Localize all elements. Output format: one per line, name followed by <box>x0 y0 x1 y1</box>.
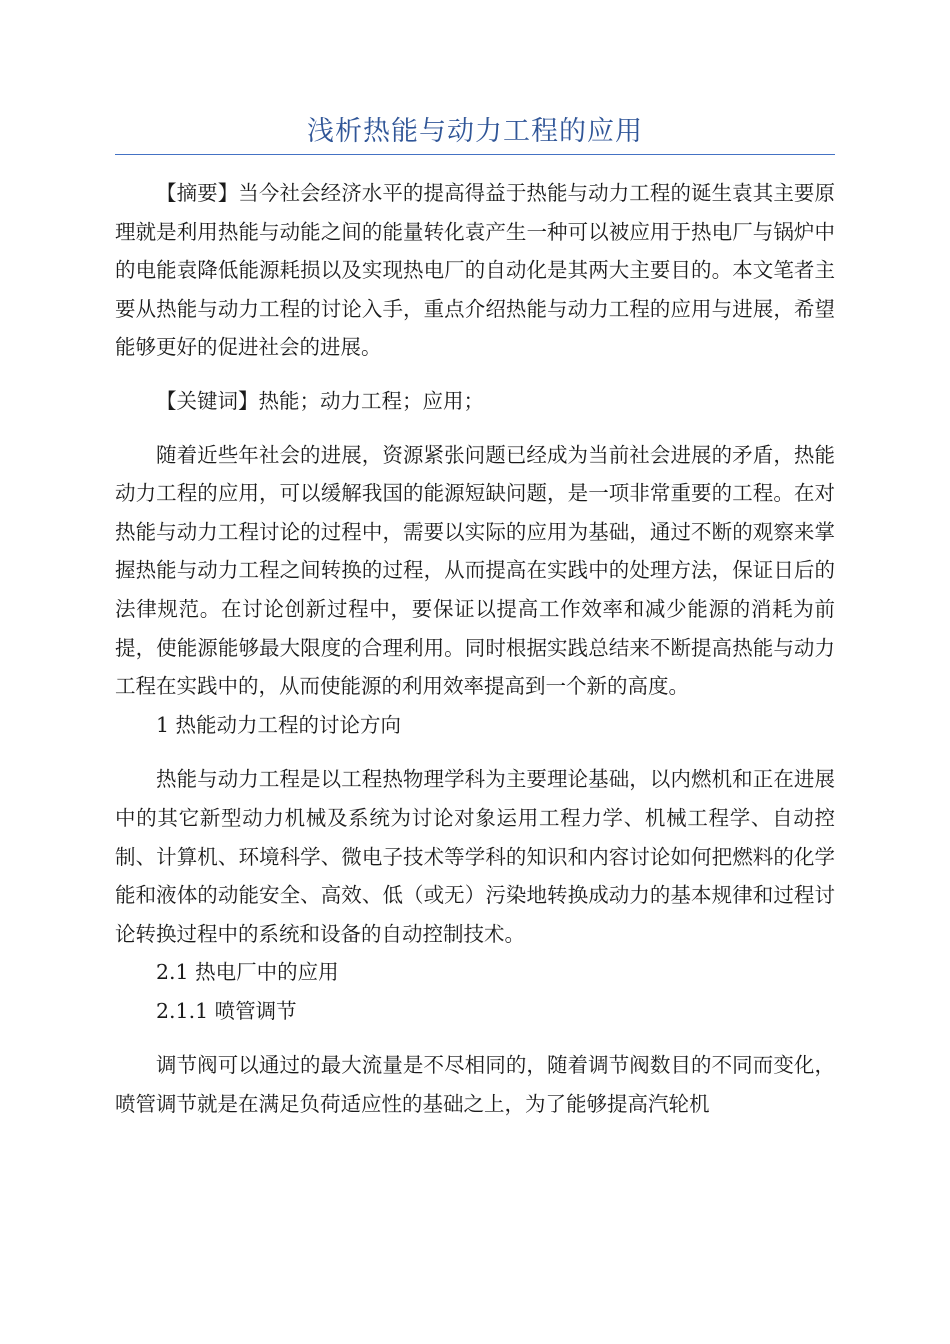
section-1-paragraph: 热能与动力工程是以工程热物理学科为主要理论基础，以内燃机和正在进展中的其它新型动力机械及系统为讨论对象运用工程力学、机械工程学、自动控制、计算机、环境科学、微电子技术等学科的知识和内容讨论如何把燃料的化学能和液体的动能安全、高效、低（或无）污染地转换成动力的基本规律和过程讨论转换过程中的系统和设备的自动控制技术。 <box>115 767 835 946</box>
keywords-paragraph: 【关键词】热能；动力工程；应用； <box>156 388 484 413</box>
document-body <box>115 174 835 1124</box>
section-2-1-heading: 2.1 热电厂中的应用 <box>156 960 339 985</box>
title-underline <box>115 154 835 155</box>
abstract-paragraph: 【摘要】当今社会经济水平的提高得益于热能与动力工程的诞生袁其主要原理就是利用热能与动能之间的能量转化袁产生一种可以被应用于热电厂与锅炉中的电能袁降低能源耗损以及实现热电厂的自动化是其两大主要目的。本文笔者主要从热能与动力工程的讨论入手，重点介绍热能与动力工程的应用与进展，希望能够更好的促进社会的进展。 <box>115 181 835 360</box>
section-2-1-1-heading: 2.1.1 喷管调节 <box>156 998 297 1023</box>
document-title: 浅析热能与动力工程的应用 <box>307 116 643 147</box>
intro-paragraph: 随着近些年社会的进展，资源紧张问题已经成为当前社会进展的矛盾，热能动力工程的应用，可以缓解我国的能源短缺问题，是一项非常重要的工程。在对热能与动力工程讨论的过程中，需要以实际的应用为基础，通过不断的观察来掌握热能与动力工程之间转换的过程，从而提高在实践中的处理方法，保证日后的法律规范。在讨论创新过程中，要保证以提高工作效率和减少能源的消耗为前提，使能源能够最大限度的合理利用。同时根据实践总结来不断提高热能与动力工程在实践中的，从而使能源的利用效率提高到一个新的高度。 <box>115 442 835 699</box>
section-2-1-1-paragraph: 调节阀可以通过的最大流量是不尽相同的，随着调节阀数目的不同而变化，喷管调节就是在满足负荷适应性的基础之上，为了能够提高汽轮机 <box>115 1053 835 1117</box>
section-1-heading: 1 热能动力工程的讨论方向 <box>156 712 402 737</box>
